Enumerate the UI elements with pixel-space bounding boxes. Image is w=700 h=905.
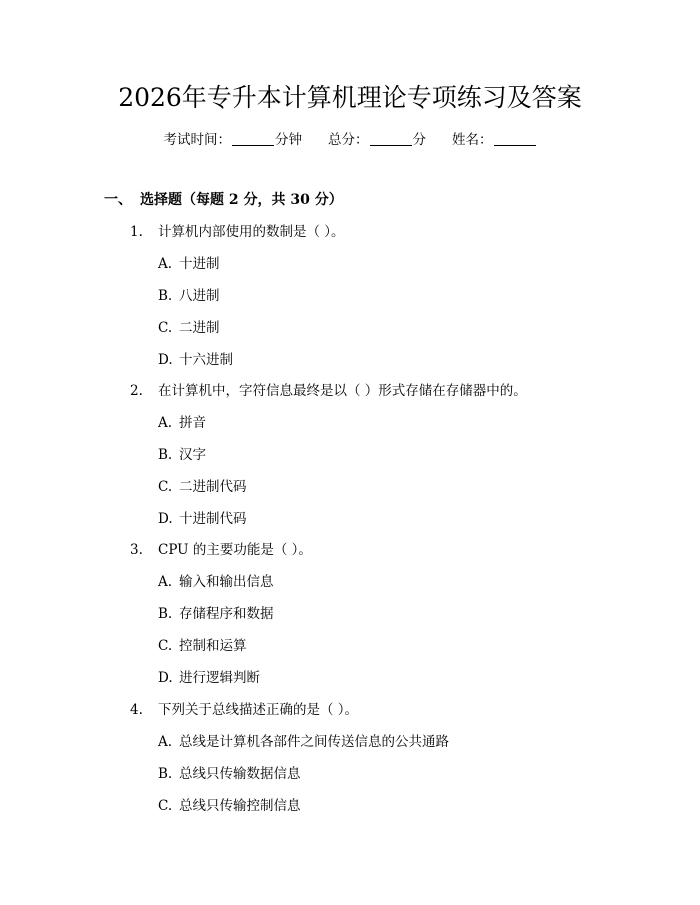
name-blank [494, 131, 536, 146]
option-text: 十进制 [179, 256, 220, 272]
section-title: 选择题（每题 2 分，共 30 分） [140, 192, 343, 208]
question-2 [130, 381, 527, 401]
option-text: 二进制 [179, 320, 220, 336]
exam-time-blank [232, 131, 274, 146]
option-text: 十进制代码 [179, 511, 247, 527]
question-2-option-c [158, 477, 247, 497]
option-letter: D. [158, 352, 173, 368]
question-3 [130, 540, 312, 560]
question-2-option-d [158, 509, 247, 529]
exam-time-unit: 分钟 [275, 132, 302, 148]
option-letter: A. [158, 734, 173, 750]
total-score-label: 总分： [328, 132, 369, 148]
question-2-option-b [158, 445, 206, 465]
question-number: 3. [130, 542, 143, 558]
question-1-option-d [158, 350, 233, 370]
section-heading [104, 190, 343, 210]
option-text: 存储程序和数据 [179, 606, 274, 622]
name-label: 姓名： [452, 132, 493, 148]
total-score-unit: 分 [412, 132, 426, 148]
option-letter: A. [158, 415, 173, 431]
question-1-option-c [158, 318, 220, 338]
question-3-option-a [158, 572, 274, 592]
question-4-option-a [158, 732, 449, 752]
option-letter: B. [158, 288, 173, 304]
question-3-option-b [158, 604, 274, 624]
exam-time-label: 考试时间： [163, 132, 231, 148]
option-letter: D. [158, 511, 173, 527]
option-text: 八进制 [179, 288, 220, 304]
option-text: 汉字 [179, 447, 206, 463]
option-text: 总线只传输控制信息 [179, 798, 301, 814]
exam-time-field [164, 130, 303, 150]
option-text: 总线只传输数据信息 [179, 766, 301, 782]
option-text: 输入和输出信息 [179, 574, 274, 590]
name-field [452, 130, 537, 150]
question-1-option-a [158, 254, 220, 274]
option-letter: B. [158, 606, 173, 622]
document-title: 2026年专升本计算机理论专项练习及答案 [118, 83, 582, 112]
question-1-option-b [158, 286, 220, 306]
option-letter: A. [158, 256, 173, 272]
option-text: 十六进制 [179, 352, 233, 368]
option-letter: C. [158, 638, 173, 654]
question-text: 在计算机中，字符信息最终是以（ ）形式存储在存储器中的。 [158, 383, 527, 399]
option-letter: C. [158, 479, 173, 495]
question-number: 2. [130, 383, 143, 399]
question-3-option-c [158, 636, 247, 656]
option-letter: C. [158, 320, 173, 336]
question-3-option-d [158, 668, 260, 688]
question-number: 1. [130, 224, 143, 240]
question-4 [130, 700, 358, 720]
option-text: 二进制代码 [179, 479, 247, 495]
exam-info-line [0, 130, 700, 150]
option-letter: C. [158, 798, 173, 814]
question-4-option-c [158, 796, 301, 816]
option-text: 总线是计算机各部件之间传送信息的公共通路 [179, 734, 449, 750]
option-letter: B. [158, 447, 173, 463]
option-letter: A. [158, 574, 173, 590]
section-number: 一、 [104, 192, 132, 208]
question-1 [130, 222, 345, 242]
option-letter: B. [158, 766, 173, 782]
option-text: 控制和运算 [179, 638, 247, 654]
question-2-option-a [158, 413, 206, 433]
question-text: CPU 的主要功能是（ ）。 [158, 542, 312, 558]
option-text: 进行逻辑判断 [179, 670, 260, 686]
question-4-option-b [158, 764, 301, 784]
option-letter: D. [158, 670, 173, 686]
total-score-field [328, 130, 426, 150]
option-text: 拼音 [179, 415, 206, 431]
question-text: 计算机内部使用的数制是（ ）。 [158, 224, 345, 240]
question-number: 4. [130, 702, 143, 718]
question-text: 下列关于总线描述正确的是（ ）。 [158, 702, 359, 718]
total-score-blank [370, 131, 412, 146]
